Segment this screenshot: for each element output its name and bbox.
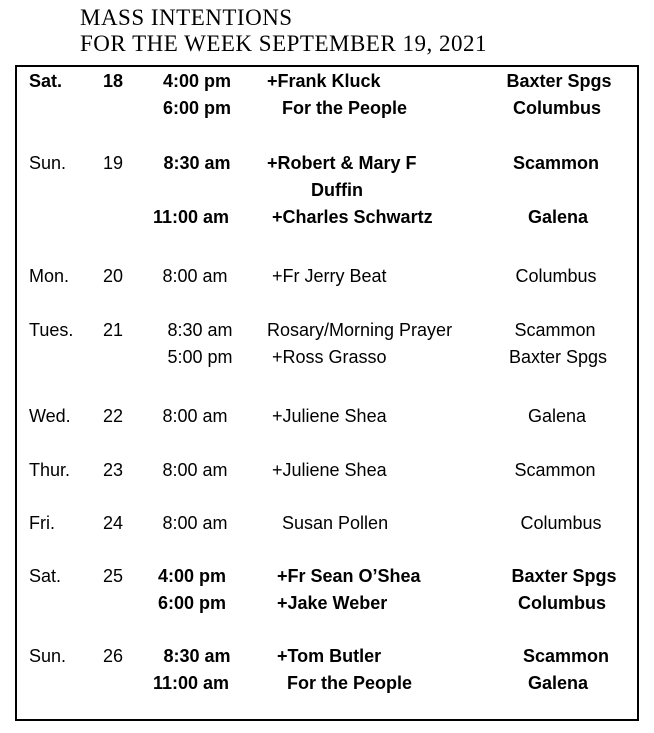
intention-cell: +Ross Grasso: [272, 347, 387, 367]
time-cell: 4:00 pm: [157, 566, 227, 586]
intention-cell: +Frank Kluck: [267, 71, 381, 91]
intention-cell: +Juliene Shea: [272, 406, 387, 426]
intention-cell: Rosary/Morning Prayer: [267, 320, 453, 340]
time-cell: 11:00 am: [152, 207, 230, 227]
time-cell: 8:30 am: [163, 646, 231, 666]
location-cell: Columbus: [520, 513, 602, 533]
date-cell: 22: [103, 406, 124, 426]
location-cell: Scammon: [514, 460, 596, 480]
schedule-row: [0, 643, 654, 670]
location-cell: Baxter Spgs: [506, 71, 612, 91]
time-cell: 8:00 am: [162, 406, 228, 426]
day-cell: Tues.: [29, 320, 74, 340]
time-cell: 8:00 am: [162, 513, 228, 533]
time-cell: 5:00 pm: [167, 347, 233, 367]
intention-cell: +Fr Jerry Beat: [272, 266, 387, 286]
date-cell: 21: [103, 320, 124, 340]
date-cell: 19: [103, 153, 124, 173]
schedule-row: [0, 510, 654, 537]
schedule-row: [0, 344, 654, 371]
date-cell: 23: [103, 460, 124, 480]
location-cell: Columbus: [513, 98, 601, 118]
schedule-row: [0, 403, 654, 430]
location-cell: Scammon: [514, 320, 596, 340]
intention-cell: +Robert & Mary F: [267, 153, 417, 173]
day-cell: Fri.: [29, 513, 55, 533]
date-cell: 18: [103, 71, 124, 91]
intention-cell: +Tom Butler: [277, 646, 382, 666]
location-cell: Baxter Spgs: [511, 566, 617, 586]
schedule-row: [0, 95, 654, 122]
title-line-1: MASS INTENTIONS: [80, 5, 293, 30]
date-cell: 25: [103, 566, 124, 586]
date-cell: 26: [103, 646, 124, 666]
schedule-row: [0, 590, 654, 617]
schedule-row: [0, 263, 654, 290]
day-cell: Sun.: [29, 153, 67, 173]
schedule-row: [0, 68, 654, 95]
location-cell: Galena: [527, 406, 587, 426]
intention-cell: Susan Pollen: [282, 513, 389, 533]
time-cell: 6:00 pm: [162, 98, 232, 118]
schedule-row: [0, 457, 654, 484]
location-cell: Galena: [527, 673, 589, 693]
date-cell: 20: [103, 266, 124, 286]
title-line-2: FOR THE WEEK SEPTEMBER 19, 2021: [80, 31, 487, 56]
time-cell: 4:00 pm: [162, 71, 232, 91]
location-cell: Scammon: [522, 646, 610, 666]
day-cell: Thur.: [29, 460, 71, 480]
intention-cell: For the People: [287, 673, 413, 693]
schedule-row: [0, 204, 654, 231]
intention-cell: +Jake Weber: [277, 593, 388, 613]
day-cell: Sat.: [29, 71, 63, 91]
schedule-row: [0, 563, 654, 590]
schedule-row: [0, 317, 654, 344]
schedule-row: [0, 177, 654, 204]
time-cell: 8:30 am: [167, 320, 233, 340]
intention-cell: +Juliene Shea: [272, 460, 387, 480]
intention-cell: For the People: [282, 98, 408, 118]
time-cell: 8:00 am: [162, 266, 228, 286]
location-cell: Scammon: [512, 153, 600, 173]
date-cell: 24: [103, 513, 124, 533]
day-cell: Mon.: [29, 266, 70, 286]
day-cell: Sun.: [29, 646, 67, 666]
time-cell: 6:00 pm: [157, 593, 227, 613]
location-cell: Baxter Spgs: [508, 347, 608, 367]
time-cell: 8:00 am: [162, 460, 228, 480]
day-cell: Wed.: [29, 406, 71, 426]
location-cell: Columbus: [515, 266, 597, 286]
intention-cell: +Charles Schwartz: [272, 207, 433, 227]
schedule-row: [0, 150, 654, 177]
time-cell: 11:00 am: [152, 673, 230, 693]
schedule-row: [0, 670, 654, 697]
intention-cell: +Fr Sean O’Shea: [277, 566, 421, 586]
location-cell: Columbus: [518, 593, 606, 613]
time-cell: 8:30 am: [163, 153, 231, 173]
location-cell: Galena: [527, 207, 589, 227]
day-cell: Sat.: [29, 566, 62, 586]
intention-cell: Duffin: [311, 180, 363, 200]
